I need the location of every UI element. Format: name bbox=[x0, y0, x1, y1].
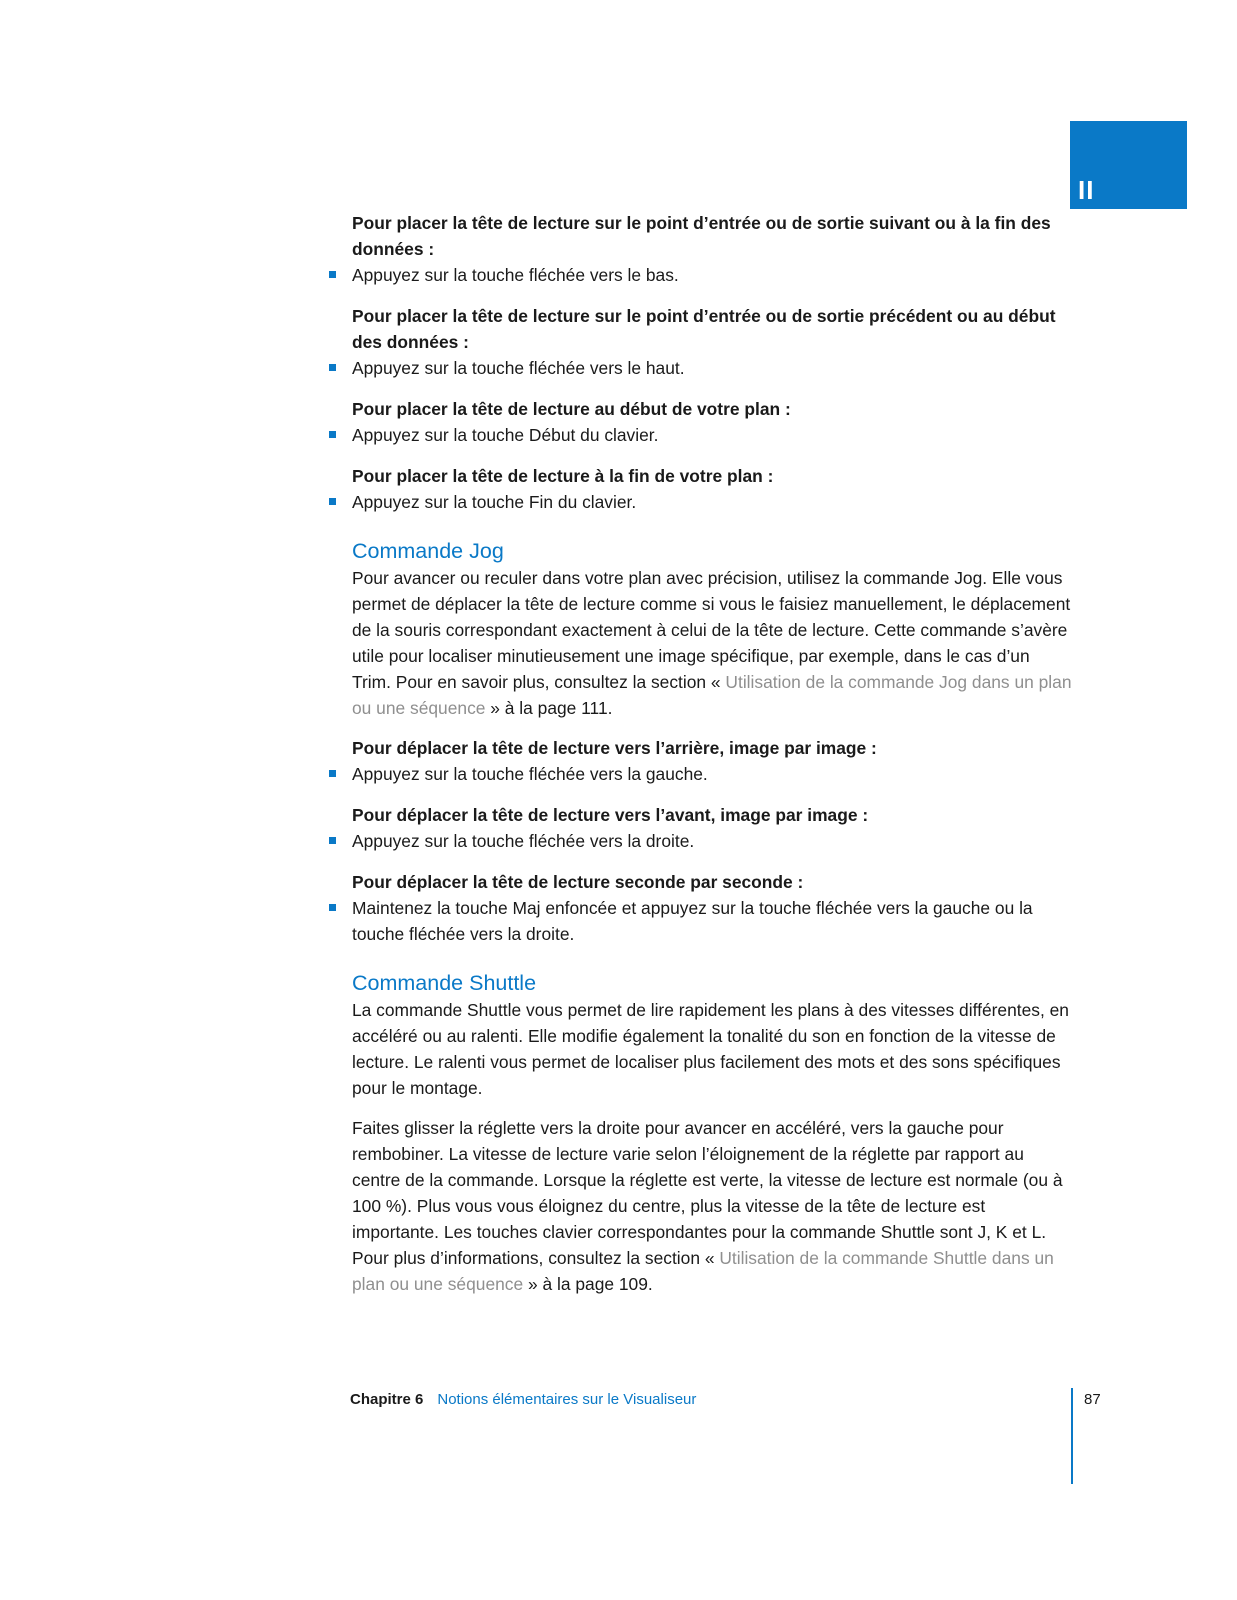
shuttle-section bbox=[352, 969, 1072, 1297]
procedure-step: Maintenez la touche Maj enfoncée et appuyez sur la touche fléchée vers la gauche ou la touche fléchée vers la droite. bbox=[352, 895, 1072, 947]
procedure bbox=[352, 463, 1072, 515]
procedure-title: Pour déplacer la tête de lecture seconde par seconde : bbox=[352, 872, 804, 892]
procedure-step: Appuyez sur la touche Début du clavier. bbox=[352, 422, 1072, 448]
procedure-title: Pour déplacer la tête de lecture vers l’avant, image par image : bbox=[352, 805, 869, 825]
section-heading: Commande Shuttle bbox=[352, 971, 537, 995]
procedure-step: Appuyez sur la touche Fin du clavier. bbox=[352, 489, 1072, 515]
procedure bbox=[352, 303, 1072, 381]
page-content bbox=[352, 210, 1072, 1311]
bullet-square-icon bbox=[329, 837, 336, 844]
procedure-step: Appuyez sur la touche fléchée vers le haut. bbox=[352, 355, 1072, 381]
page-footer bbox=[350, 1390, 696, 1410]
procedure-title: Pour déplacer la tête de lecture vers l’arrière, image par image : bbox=[352, 738, 877, 758]
procedure bbox=[352, 802, 1072, 854]
body-paragraph: La commande Shuttle vous permet de lire rapidement les plans à des vitesses différentes, en accéléré ou au ralenti. Elle modifie également la tonalité du son en fonction de la vitesse de lecture. Le ralenti vous permet de localiser plus facilement des mots et des sons spécifiques pour le montage. bbox=[352, 1000, 1069, 1098]
bullet-square-icon bbox=[329, 770, 336, 777]
footer-divider bbox=[1071, 1388, 1073, 1484]
section-heading: Commande Jog bbox=[352, 539, 504, 563]
jog-section bbox=[352, 537, 1072, 721]
procedure-step: Appuyez sur la touche fléchée vers la droite. bbox=[352, 828, 1072, 854]
part-tab bbox=[1070, 121, 1187, 209]
procedure-title: Pour placer la tête de lecture à la fin de votre plan : bbox=[352, 466, 774, 486]
procedure-step: Appuyez sur la touche fléchée vers le bas. bbox=[352, 262, 1072, 288]
procedure-title: Pour placer la tête de lecture sur le point d’entrée ou de sortie précédent ou au début des données : bbox=[352, 306, 1056, 352]
cross-reference-link[interactable]: Utilisation de la commande Shuttle dans un plan ou une séquence bbox=[352, 1248, 1054, 1294]
body-paragraph: Faites glisser la réglette vers la droite pour avancer en accéléré, vers la gauche pour rembobiner. La vitesse de lecture varie selon l’éloignement de la réglette par rapport au centre de la commande. Lorsque la réglette est verte, la vitesse de lecture est normale (ou à 100 %). Plus vous vous éloignez du centre, plus la vitesse de la tête de lecture est importante. Les touches clavier correspondantes pour la commande Shuttle sont J, K et L. Pour plus d’informations, consultez la section « Utilisation de la commande Shuttle dans un plan ou une séquence » à la page 109. bbox=[352, 1118, 1063, 1294]
procedure-title: Pour placer la tête de lecture au début de votre plan : bbox=[352, 399, 791, 419]
procedure-step: Appuyez sur la touche fléchée vers la gauche. bbox=[352, 761, 1072, 787]
body-paragraph: Pour avancer ou reculer dans votre plan avec précision, utilisez la commande Jog. Elle vous permet de déplacer la tête de lecture comme si vous le faisiez manuellement, le déplacement de la souris correspondant exactement à celui de la tête de lecture. Cette commande s’avère utile pour localiser minutieusement une image spécifique, par exemple, dans le cas d’un Trim. Pour en savoir plus, consultez la section « Utilisation de la commande Jog dans un plan ou une séquence » à la page 111. bbox=[352, 568, 1072, 718]
bullet-square-icon bbox=[329, 271, 336, 278]
chapter-label: Chapitre 6 bbox=[350, 1391, 424, 1408]
bullet-square-icon bbox=[329, 431, 336, 438]
chapter-title: Notions élémentaires sur le Visualiseur bbox=[437, 1391, 697, 1408]
procedure bbox=[352, 735, 1072, 787]
page-number: 87 bbox=[1084, 1391, 1101, 1408]
bullet-square-icon bbox=[329, 904, 336, 911]
part-number: II bbox=[1078, 175, 1095, 205]
bullet-square-icon bbox=[329, 364, 336, 371]
procedure bbox=[352, 869, 1072, 947]
procedure bbox=[352, 396, 1072, 448]
procedure bbox=[352, 210, 1072, 288]
cross-reference-link[interactable]: Utilisation de la commande Jog dans un plan ou une séquence bbox=[352, 672, 1072, 718]
procedure-title: Pour placer la tête de lecture sur le point d’entrée ou de sortie suivant ou à la fin des données : bbox=[352, 213, 1051, 259]
bullet-square-icon bbox=[329, 498, 336, 505]
